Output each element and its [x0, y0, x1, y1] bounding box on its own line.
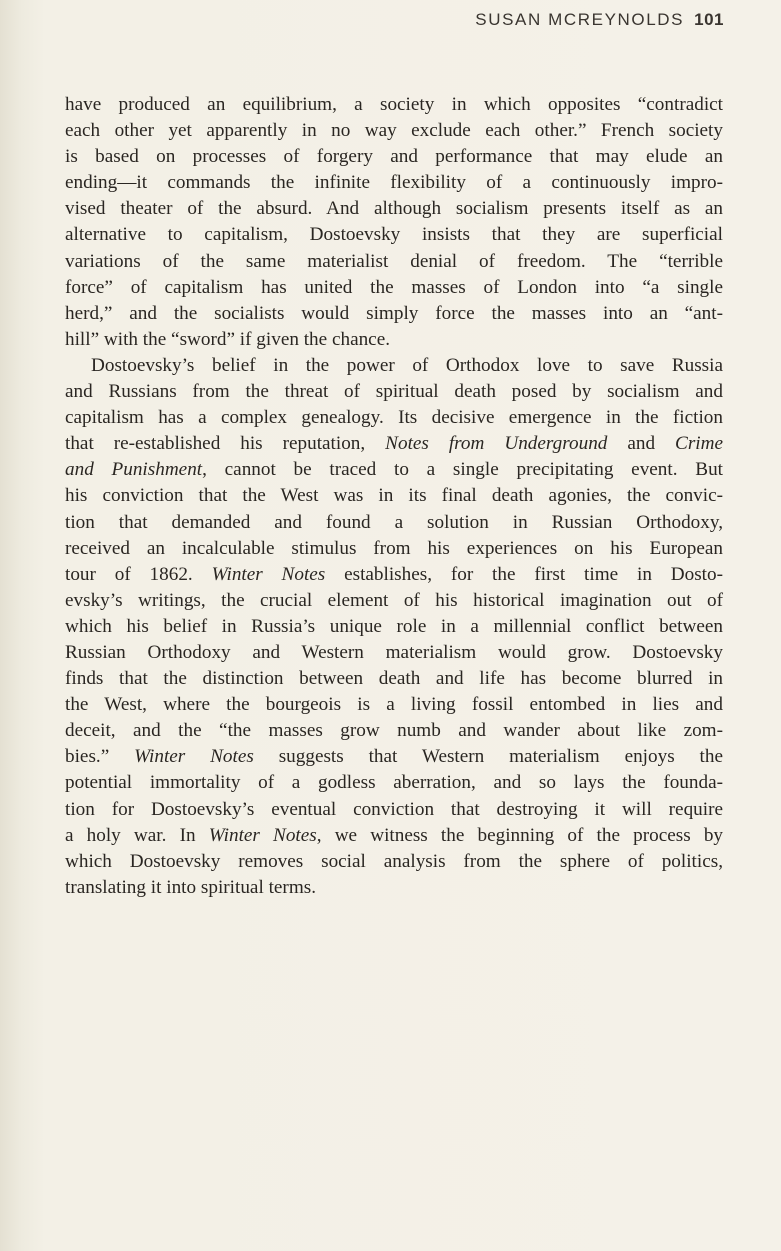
- text-line: tion for Dostoevsky’s eventual conviction that destroying it will require: [65, 798, 723, 820]
- text-segment: , we witness the beginning of the process by: [316, 824, 724, 846]
- text-line: force” of capitalism has united the masses of London into “a single: [65, 276, 723, 298]
- text-line: Russian Orthodoxy and Western materialism would grow. Dostoevsky: [65, 641, 723, 663]
- text-line: alternative to capitalism, Dostoevsky insists that they are superficial: [65, 224, 723, 246]
- text-segment: Dostoevsky’s belief in the power of Orthodox love to save Russia: [91, 354, 723, 376]
- text-line: received an incalculable stimulus from his experiences on his European: [65, 537, 723, 559]
- text-line: variations of the same materialist denial of freedom. The “terrible: [65, 250, 723, 272]
- italic-title: Crime: [675, 433, 723, 455]
- text-line: hill” with the “sword” if given the chance.: [65, 328, 391, 350]
- page-number: 101: [694, 10, 724, 29]
- text-line: [65, 457, 723, 483]
- text-line: the West, where the bourgeois is a living fossil entombed in lies and: [65, 694, 723, 716]
- text-line: which his belief in Russia’s unique role in a millennial conflict between: [65, 615, 723, 637]
- text-segment: bies.”: [65, 746, 135, 768]
- italic-title: Winter Notes: [134, 746, 254, 768]
- text-line: potential immortality of a godless aberration, and so lays the founda-: [65, 772, 723, 794]
- text-line: have produced an equilibrium, a society in which opposites “contradict: [65, 94, 723, 115]
- text-line: [65, 353, 723, 379]
- text-line: [65, 562, 723, 588]
- text-segment: suggests that Western materialism enjoys the: [253, 746, 723, 768]
- body-text: [65, 92, 723, 901]
- text-line: is based on processes of forgery and performance that may elude an: [65, 146, 723, 168]
- paragraph-2: [65, 353, 723, 901]
- text-line: tion that demanded and found a solution in Russian Orthodoxy,: [65, 511, 723, 533]
- running-head: [475, 10, 724, 30]
- italic-title: and Punishment: [65, 459, 203, 481]
- text-line: translating it into spiritual terms.: [65, 876, 317, 898]
- text-segment: that re-established his reputation,: [65, 433, 386, 455]
- text-segment: a holy war. In: [65, 824, 209, 846]
- text-line: evsky’s writings, the crucial element of his historical imagination out of: [65, 589, 723, 611]
- text-line: finds that the distinction between death and life has become blurred in: [65, 668, 723, 690]
- text-line: and Russians from the threat of spiritual death posed by socialism and: [65, 381, 723, 403]
- italic-title: Winter Notes: [211, 563, 326, 585]
- text-line: herd,” and the socialists would simply force the masses into an “ant-: [65, 302, 723, 324]
- text-line: [65, 823, 723, 849]
- text-line: which Dostoevsky removes social analysis from the sphere of politics,: [65, 850, 723, 872]
- italic-title: Notes from Underground: [385, 433, 608, 455]
- text-line: ending—it commands the infinite flexibility of a continuously impro-: [65, 172, 723, 194]
- text-line: vised theater of the absurd. And although socialism presents itself as an: [65, 198, 723, 220]
- running-head-author: SUSAN MCREYNOLDS: [475, 10, 685, 29]
- text-line: his conviction that the West was in its final death agonies, the convic-: [65, 485, 723, 507]
- italic-title: Winter Notes: [208, 824, 317, 846]
- text-line: capitalism has a complex genealogy. Its decisive emergence in the fiction: [65, 407, 723, 429]
- paragraph-1: [65, 92, 723, 353]
- text-line: [65, 431, 723, 457]
- text-line: [65, 744, 723, 770]
- text-line: deceit, and the “the masses grow numb and wander about like zom-: [65, 720, 723, 742]
- text-segment: and: [607, 433, 676, 455]
- text-segment: , cannot be traced to a single precipitating event. But: [202, 459, 723, 481]
- text-segment: establishes, for the first time in Dosto-: [325, 563, 723, 585]
- text-line: each other yet apparently in no way exclude each other.” French society: [65, 120, 723, 142]
- text-segment: tour of 1862.: [65, 563, 212, 585]
